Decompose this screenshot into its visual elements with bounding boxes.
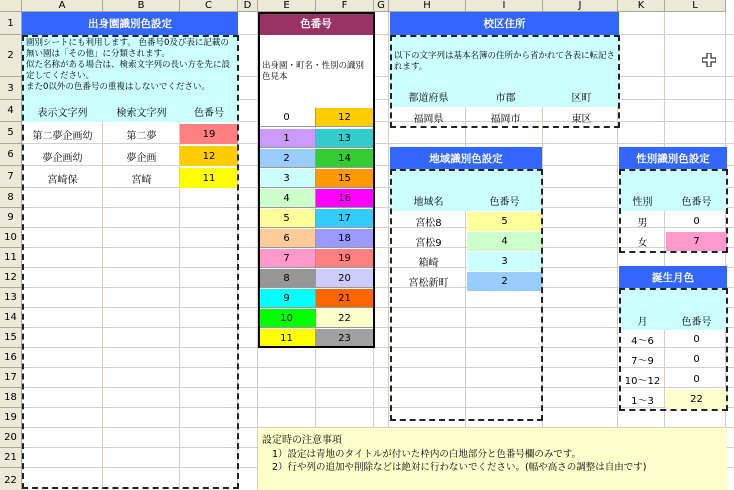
origin-row-search[interactable]: 夢企画 — [126, 152, 157, 164]
grid-line — [388, 12, 389, 490]
notes-line-1: 1）設定は青地のタイトルが付いた枠内の白地部分と色番号欄のみです。 — [272, 449, 582, 460]
color-swatch: 23 — [316, 329, 374, 348]
select-all-corner[interactable] — [0, 0, 22, 12]
cell-cursor-icon — [702, 53, 716, 67]
birth-row-color[interactable]: 22 — [666, 390, 727, 409]
notes-line-2: 2）行や列の追加や削除などは絶対に行わないでください。(幅や高さの調整は自由です) — [272, 462, 647, 473]
gender-row-color[interactable]: 7 — [666, 232, 727, 251]
color-swatch: 5 — [258, 209, 316, 228]
row-header[interactable]: 20 — [0, 428, 22, 448]
color-number-title: 色番号 — [258, 12, 374, 35]
area-row-name[interactable]: 宮松新町 — [408, 278, 449, 289]
school-city-value[interactable]: 福岡市 — [490, 113, 521, 125]
birth-row-month[interactable]: 7～9 — [631, 356, 654, 367]
column-header[interactable]: A — [22, 0, 103, 12]
row-header[interactable]: 5 — [0, 122, 22, 144]
row-header[interactable]: 22 — [0, 468, 22, 490]
gender-blank — [619, 169, 727, 189]
color-swatch: 3 — [258, 169, 316, 188]
origin-title: 出身園識別色設定 — [22, 12, 238, 35]
origin-row-display[interactable]: 第二夢企画幼 — [32, 130, 93, 142]
column-header[interactable]: K — [618, 0, 665, 12]
row-header[interactable]: 17 — [0, 368, 22, 388]
area-header-name: 地域名 — [390, 189, 467, 211]
area-title: 地域識別色設定 — [390, 147, 542, 169]
origin-description: 園別シートにも利用します。 色番号0及び表に記載の無い園は「その他」に分類されます。 似た名称がある場合は、検索文字列の長い方を先に設定してください。 また0以外の色番号の重複はしないでください。 — [22, 35, 238, 100]
row-header[interactable]: 4 — [0, 100, 22, 122]
area-header-color: 色番号 — [467, 189, 542, 211]
color-swatch: 8 — [258, 269, 316, 288]
school-header-ward: 区町 — [544, 85, 619, 107]
color-swatch: 19 — [316, 249, 374, 268]
row-header[interactable]: 3 — [0, 77, 22, 100]
school-header-prefecture: 都道府県 — [390, 85, 467, 107]
origin-header-display: 表示文字列 — [22, 100, 103, 122]
origin-row-search[interactable]: 第二夢 — [126, 130, 157, 142]
cell-grid[interactable] — [22, 12, 734, 490]
color-swatch: 2 — [258, 149, 316, 168]
area-row-name[interactable]: 宮松8 — [415, 218, 442, 229]
area-row-color[interactable]: 5 — [467, 212, 542, 231]
origin-row-color[interactable]: 12 — [180, 146, 238, 166]
school-title: 校区住所 — [390, 12, 619, 35]
color-swatch: 1 — [258, 129, 316, 148]
column-header[interactable]: B — [103, 0, 180, 12]
birth-blank — [619, 288, 727, 310]
column-header[interactable]: E — [258, 0, 316, 12]
origin-row-color[interactable]: 19 — [180, 124, 238, 144]
origin-row-display[interactable]: 宮崎保 — [47, 174, 78, 186]
column-header[interactable]: L — [665, 0, 726, 12]
area-row-name[interactable]: 箱崎 — [418, 258, 439, 269]
column-header[interactable]: C — [180, 0, 238, 12]
row-header[interactable]: 2 — [0, 35, 22, 77]
school-ward-value[interactable]: 東区 — [571, 113, 592, 125]
school-description: 以下の文字列は基本名簿の住所から省かれて各表に転記されます。 — [390, 35, 619, 85]
row-header[interactable]: 15 — [0, 328, 22, 348]
grid-line — [664, 12, 665, 490]
gender-header-color: 色番号 — [666, 189, 727, 211]
color-swatch: 6 — [258, 229, 316, 248]
gender-title: 性別識別色設定 — [619, 147, 727, 169]
row-header[interactable]: 11 — [0, 248, 22, 268]
school-header-city: 市郡 — [467, 85, 544, 107]
column-header[interactable]: F — [316, 0, 374, 12]
color-swatch: 7 — [258, 249, 316, 268]
grid-line — [725, 12, 726, 490]
birth-row-color[interactable]: 0 — [693, 374, 700, 385]
gender-row-name[interactable]: 女 — [637, 238, 648, 249]
row-header[interactable]: 21 — [0, 448, 22, 468]
color-swatch: 20 — [316, 269, 374, 288]
color-swatch: 11 — [258, 329, 316, 348]
color-swatch: 16 — [316, 189, 374, 208]
area-row-color[interactable]: 2 — [467, 272, 542, 291]
color-swatch: 15 — [316, 169, 374, 188]
birth-title: 誕生月色 — [619, 266, 727, 288]
area-blank — [390, 169, 542, 189]
color-swatch: 0 — [258, 108, 316, 127]
color-swatch: 10 — [258, 309, 316, 328]
notes-title: 設定時の注意事項 — [262, 435, 342, 446]
row-header[interactable]: 13 — [0, 288, 22, 308]
notes-box — [258, 428, 727, 490]
color-swatch: 13 — [316, 129, 374, 148]
birth-row-month[interactable]: 4～6 — [631, 336, 654, 347]
gender-row-name[interactable]: 男 — [637, 218, 648, 229]
row-header[interactable]: 7 — [0, 166, 22, 188]
area-row-color[interactable]: 3 — [467, 252, 542, 271]
origin-header-search: 検索文字列 — [103, 100, 180, 122]
row-header[interactable]: 8 — [0, 188, 22, 208]
column-header[interactable]: J — [543, 0, 618, 12]
origin-header-color: 色番号 — [180, 100, 238, 122]
area-row-color[interactable]: 4 — [467, 232, 542, 251]
column-header[interactable]: D — [238, 0, 258, 12]
birth-header-month: 月 — [619, 310, 666, 330]
gender-row-color[interactable]: 0 — [693, 216, 700, 227]
school-prefecture-value[interactable]: 福岡県 — [413, 113, 444, 125]
row-header[interactable]: 1 — [0, 12, 22, 35]
row-header[interactable]: 14 — [0, 308, 22, 328]
color-swatch: 18 — [316, 229, 374, 248]
birth-row-month[interactable]: 1～3 — [631, 396, 654, 407]
color-swatch: 22 — [316, 309, 374, 328]
row-header[interactable]: 9 — [0, 208, 22, 228]
color-swatch: 17 — [316, 209, 374, 228]
origin-row-search[interactable]: 宮崎 — [131, 174, 152, 186]
birth-row-color[interactable]: 0 — [693, 354, 700, 365]
color-swatch: 12 — [316, 108, 374, 127]
color-number-description: 出身園・町名・性別の識別色見本 — [258, 35, 374, 107]
column-header[interactable]: G — [374, 0, 389, 12]
origin-row-display[interactable]: 夢企画幼 — [42, 152, 83, 164]
color-swatch: 21 — [316, 289, 374, 308]
birth-row-month[interactable]: 10～12 — [624, 376, 661, 387]
column-header[interactable]: I — [466, 0, 543, 12]
gender-header-name: 性別 — [619, 189, 666, 211]
column-header[interactable]: H — [389, 0, 466, 12]
area-row-name[interactable]: 宮松9 — [415, 238, 442, 249]
row-header[interactable]: 16 — [0, 348, 22, 368]
color-swatch: 4 — [258, 189, 316, 208]
birth-header-color: 色番号 — [666, 310, 727, 330]
color-swatch: 14 — [316, 149, 374, 168]
row-header[interactable]: 19 — [0, 408, 22, 428]
color-swatch: 9 — [258, 289, 316, 308]
row-header[interactable]: 10 — [0, 228, 22, 248]
row-header[interactable]: 18 — [0, 388, 22, 408]
row-header[interactable]: 12 — [0, 268, 22, 288]
origin-row-color[interactable]: 11 — [180, 168, 238, 188]
row-header[interactable]: 6 — [0, 144, 22, 166]
birth-row-color[interactable]: 0 — [693, 334, 700, 345]
